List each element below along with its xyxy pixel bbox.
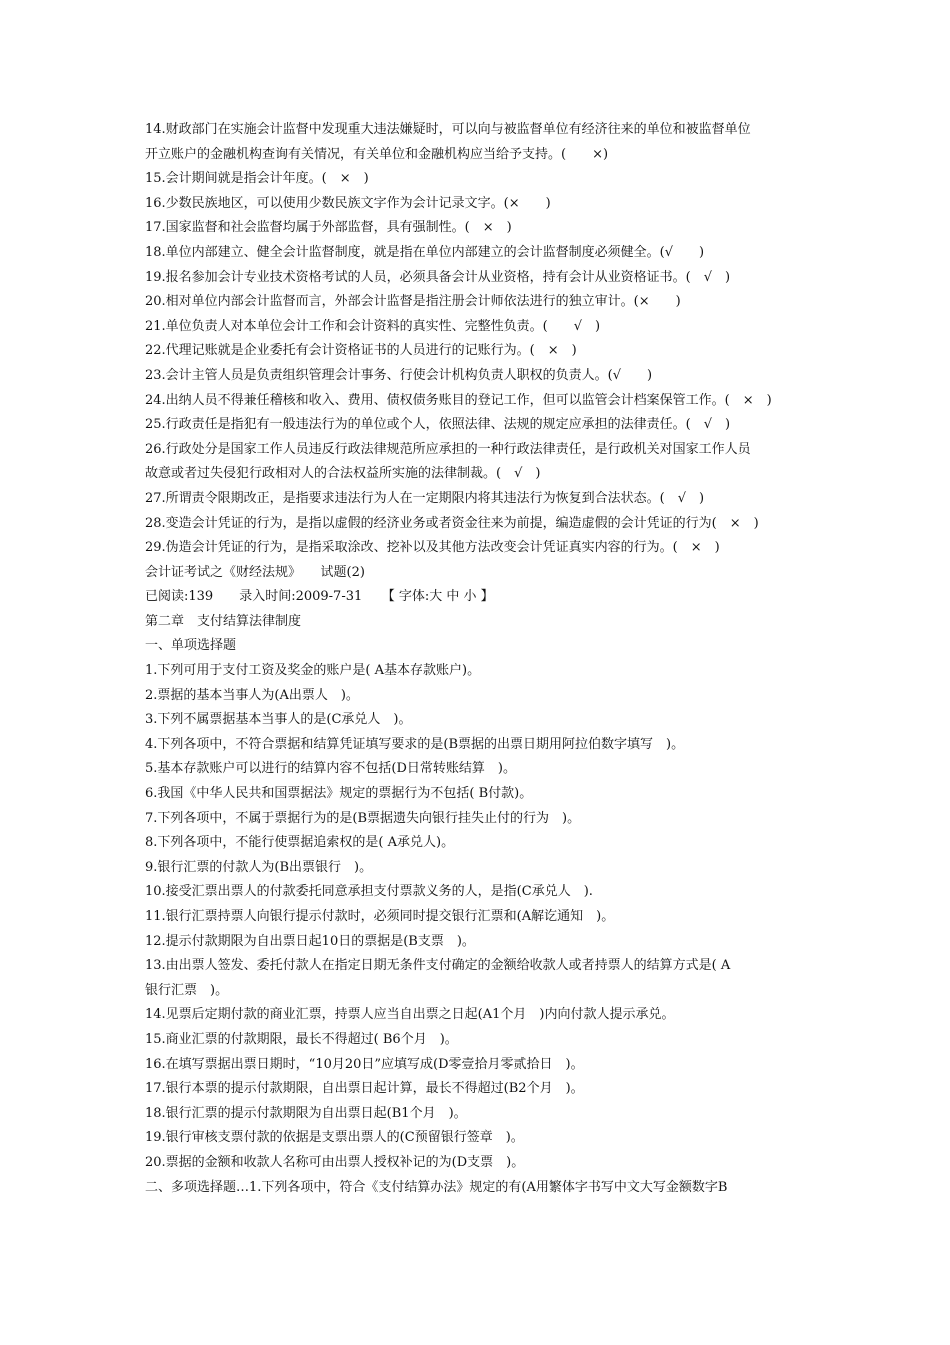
article-meta: 已阅读:139 录入时间:2009-7-31 【 字体:大 中 小 】 [145, 589, 494, 605]
text-line: 11.银行汇票持票人向银行提示付款时，必须同时提交银行汇票和(A解讫通知 )。 [145, 909, 615, 924]
text-line: 6.我国《中华人民共和国票据法》规定的票据行为不包括( B付款)。 [145, 786, 533, 802]
text-line: 故意或者过失侵犯行政相对人的合法权益所实施的法律制裁。( √ ) [145, 466, 541, 482]
text-line: 8.下列各项中，不能行使票据追索权的是( A承兑人)。 [145, 835, 455, 851]
text-line: 22.代理记账就是企业委托有会计资格证书的人员进行的记账行为。( × ) [145, 343, 577, 359]
text-line: 17.银行本票的提示付款期限，自出票日起计算，最长不得超过(B2个月 )。 [145, 1081, 584, 1097]
text-line: 21.单位负责人对本单位会计工作和会计资料的真实性、完整性负责。( √ ) [145, 318, 601, 334]
text-line: 10.接受汇票出票人的付款委托同意承担支付票款义务的人，是指(C承兑人 ). [145, 884, 593, 900]
text-line: 23.会计主管人员是负责组织管理会计事务、行使会计机构负责人职权的负责人。(√ ) [145, 367, 653, 383]
text-line: 24.出纳人员不得兼任稽核和收入、费用、债权债务账目的登记工作，但可以监管会计档案保管工作。( × ) [145, 392, 772, 408]
text-line: 18.银行汇票的提示付款期限为自出票日起(B1个月 )。 [145, 1105, 467, 1121]
text-line: 20.票据的金额和收款人名称可由出票人授权补记的为(D支票 )。 [145, 1154, 525, 1170]
text-line: 5.基本存款账户可以进行的结算内容不包括(D日常转账结算 )。 [145, 761, 516, 777]
text-line: 19.银行审核支票付款的依据是支票出票人的(C预留银行签章 )。 [145, 1130, 524, 1146]
document-page [145, 118, 815, 1200]
text-line: 15.会计期间就是指会计年度。( × ) [145, 171, 369, 187]
text-line: 3.下列不属票据基本当事人的是(C承兑人 )。 [145, 712, 412, 728]
text-line: 4.下列各项中，不符合票据和结算凭证填写要求的是(B票据的出票日期用阿拉伯数字填写 )。 [145, 736, 685, 752]
text-line: 18.单位内部建立、健全会计监督制度，就是指在单位内部建立的会计监督制度必须健全。(√ ) [145, 244, 705, 260]
section-heading: 一、单项选择题 [145, 638, 237, 654]
text-line: 13.由出票人签发、委托付款人在指定日期无条件支付确定的金额给收款人或者持票人的结算方式是( A [145, 958, 731, 974]
text-line: 9.银行汇票的付款人为(B出票银行 )。 [145, 859, 373, 875]
section-title: 会计证考试之《财经法规》 试题(2) [145, 564, 365, 580]
text-line: 12.提示付款期限为自出票日起10日的票据是(B支票 )。 [145, 933, 475, 949]
text-line: 16.在填写票据出票日期时，“10月20日”应填写成(D零壹拾月零贰拾日 )。 [145, 1056, 584, 1072]
text-line: 19.报名参加会计专业技术资格考试的人员，必须具备会计从业资格，持有会计从业资格证书。( √ ) [145, 269, 731, 285]
text-line: 27.所谓责令限期改正，是指要求违法行为人在一定期限内将其违法行为恢复到合法状态。( √ ) [145, 490, 705, 506]
text-line: 16.少数民族地区，可以使用少数民族文字作为会计记录文字。(× ) [145, 195, 551, 211]
text-line: 7.下列各项中，不属于票据行为的是(B票据遗失向银行挂失止付的行为 )。 [145, 810, 581, 826]
chapter-title: 第二章 支付结算法律制度 [145, 613, 302, 629]
text-line: 28.变造会计凭证的行为，是指以虚假的经济业务或者资金往来为前提，编造虚假的会计凭证的行为( × ) [145, 515, 759, 531]
text-line: 14.见票后定期付款的商业汇票，持票人应当自出票之日起(A1个月 )内向付款人提示承兑。 [145, 1007, 675, 1023]
text-line: 26.行政处分是国家工作人员违反行政法律规范所应承担的一种行政法律责任，是行政机关对国家工作人员 [145, 441, 751, 457]
text-line: 25.行政责任是指犯有一般违法行为的单位或个人，依照法律、法规的规定应承担的法律责任。( √ ) [145, 417, 731, 433]
text-line: 20.相对单位内部会计监督而言，外部会计监督是指注册会计师依法进行的独立审计。(× ) [145, 294, 681, 310]
text-line: 2.票据的基本当事人为(A出票人 )。 [145, 687, 359, 703]
text-line: 14.财政部门在实施会计监督中发现重大违法嫌疑时，可以向与被监督单位有经济往来的单位和被监督单位 [145, 122, 751, 137]
text-line: 29.伪造会计凭证的行为，是指采取涂改、挖补以及其他方法改变会计凭证真实内容的行为。( × ) [145, 540, 720, 556]
text-line: 15.商业汇票的付款期限，最长不得超过( B6个月 )。 [145, 1031, 458, 1047]
text-line: 开立账户的金融机构查询有关情况，有关单位和金融机构应当给予支持。( ×) [145, 146, 609, 162]
text-line: 17.国家监督和社会监督均属于外部监督，具有强制性。( × ) [145, 220, 512, 236]
text-line: 1.下列可用于支付工资及奖金的账户是( A基本存款账户)。 [145, 663, 481, 679]
text-line: 银行汇票 )。 [145, 982, 229, 998]
text-line: 二、多项选择题…1.下列各项中，符合《支付结算办法》规定的有(A用繁体字书写中文大写金额数字B [145, 1179, 728, 1195]
